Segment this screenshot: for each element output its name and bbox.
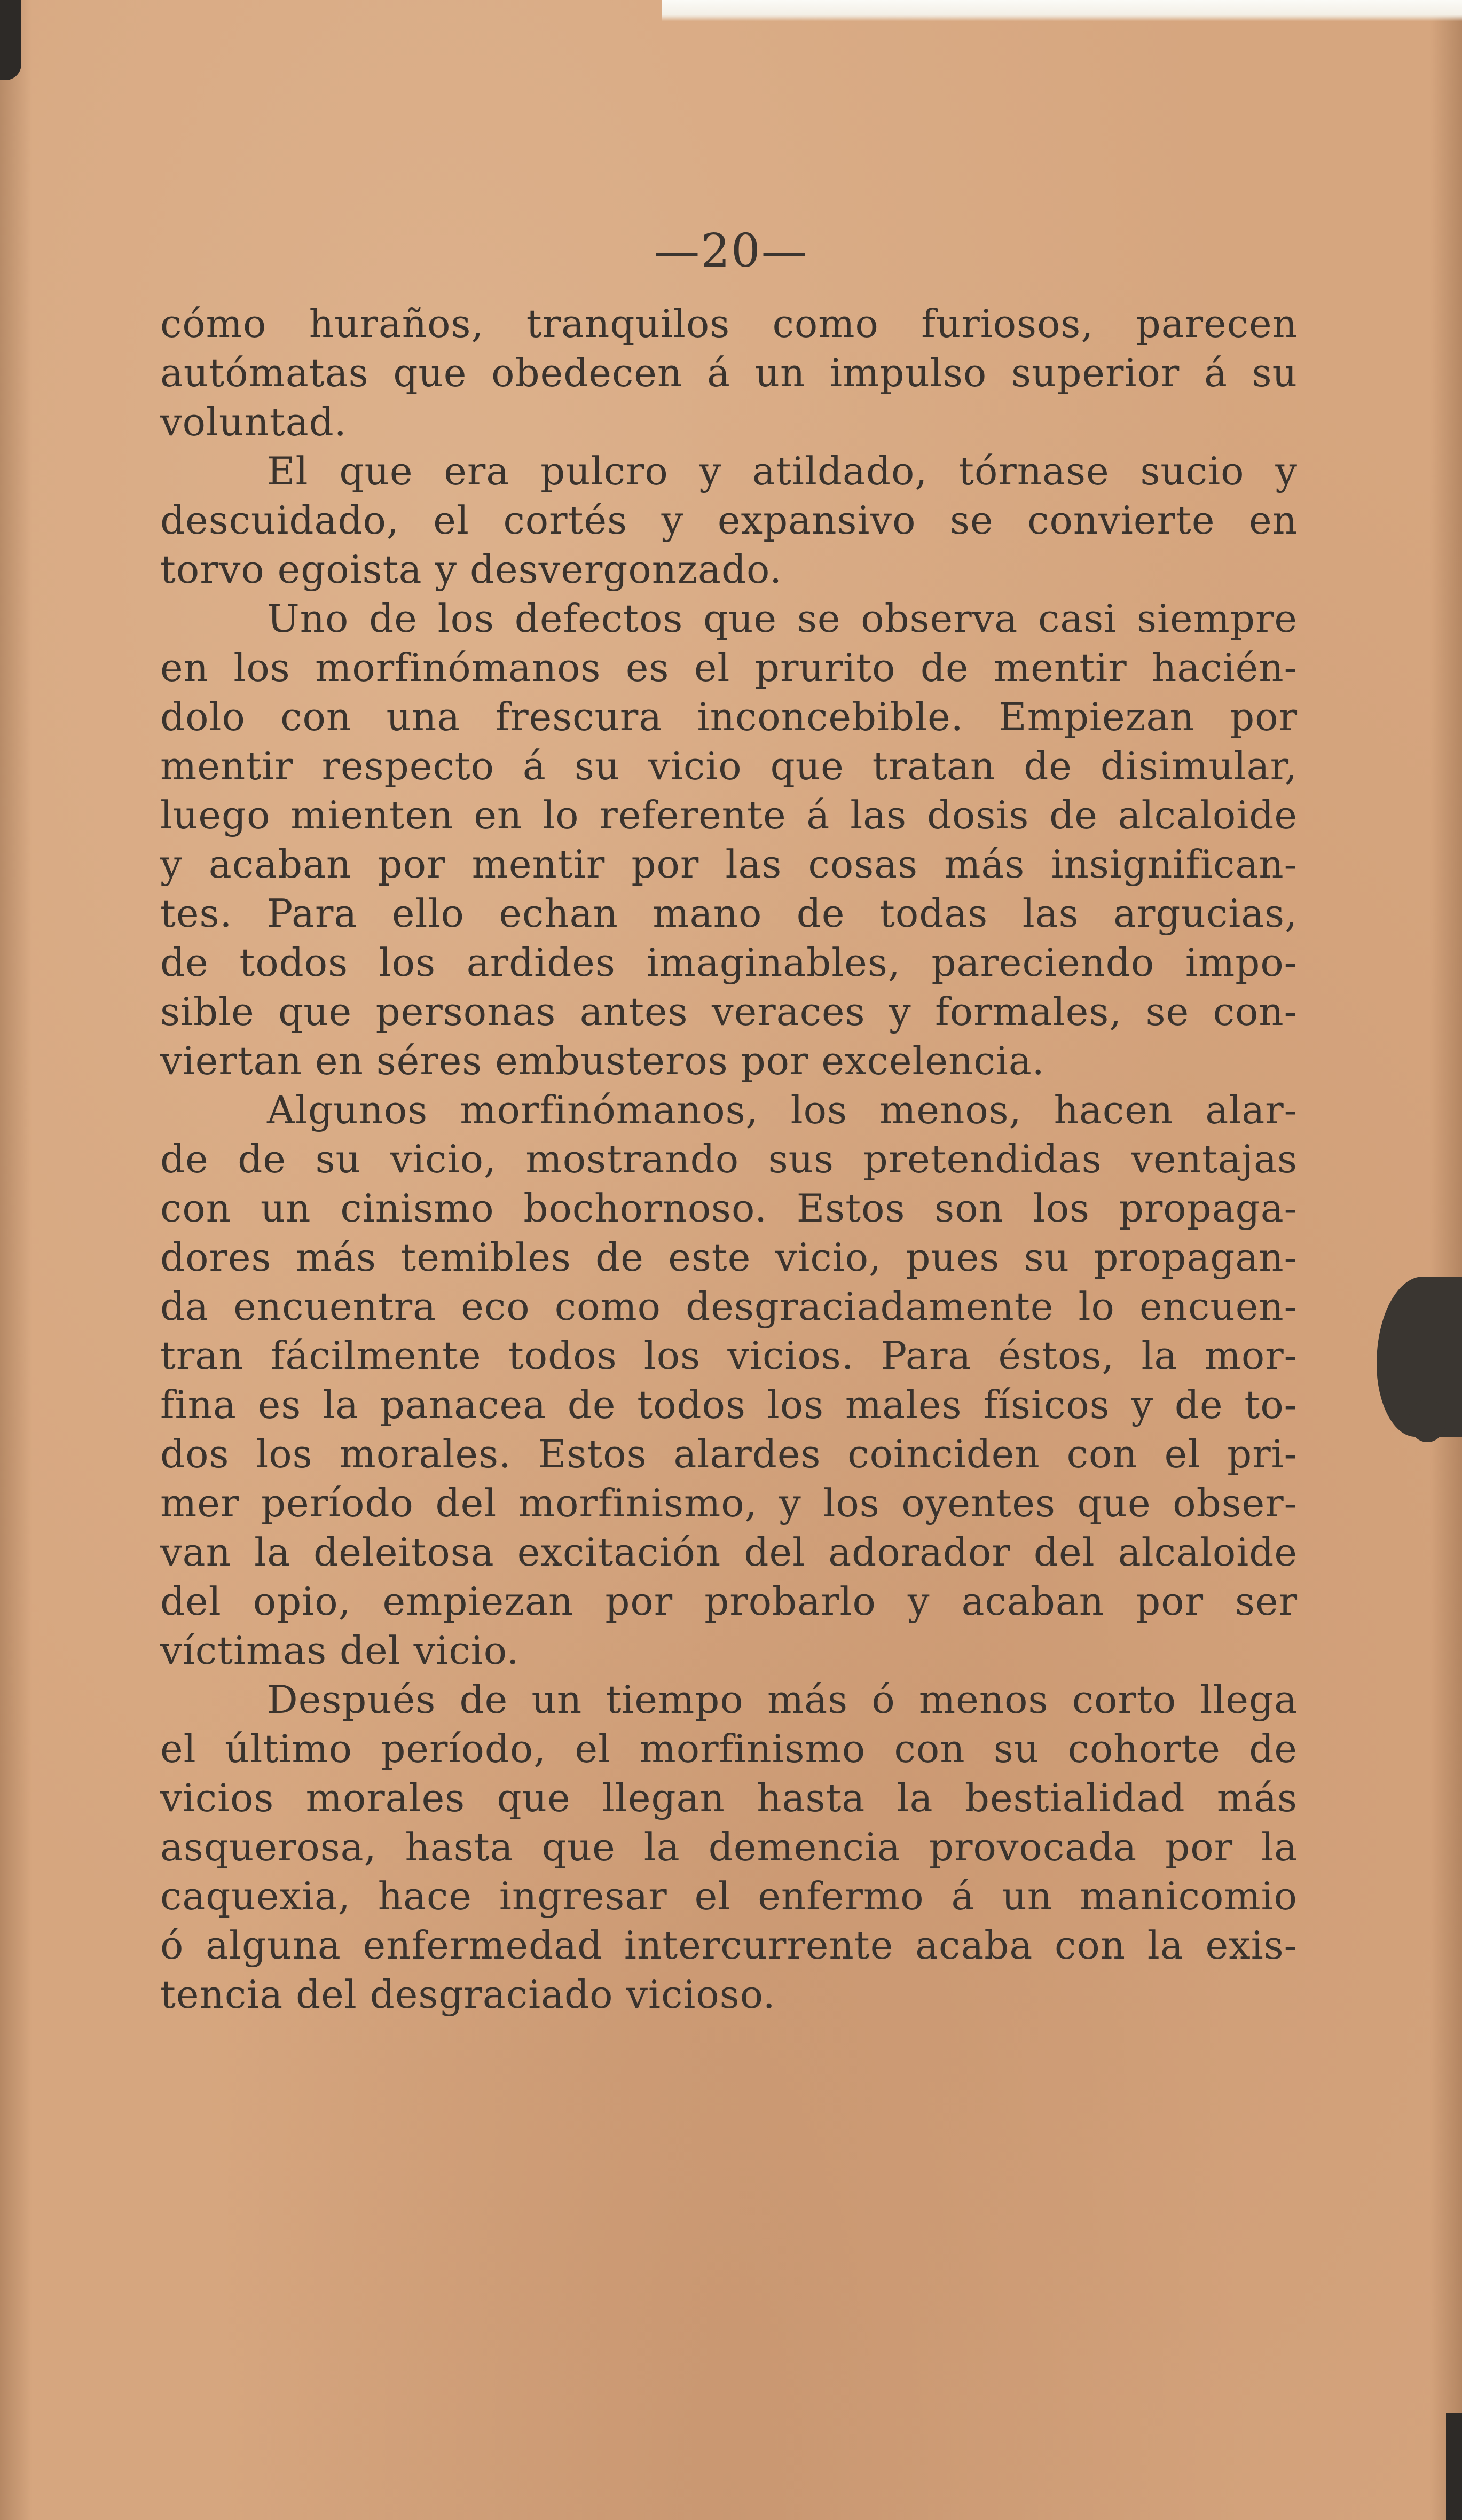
- text-line: van la deleitosa excitación del adorador del alcaloide: [160, 1530, 1298, 1575]
- torn-top-edge: [662, 0, 1462, 21]
- text-line: Uno de los defectos que se observa casi siempre: [267, 596, 1298, 641]
- text-line: Algunos morfinómanos, los menos, hacen alar-: [267, 1087, 1298, 1132]
- text-line: del opio, empiezan por probarlo y acaban por ser: [160, 1579, 1298, 1624]
- text-line: dolo con una frescura inconcebible. Empiezan por: [160, 694, 1298, 739]
- text-line: ó alguna enfermedad intercurrente acaba con la exis-: [160, 1923, 1298, 1968]
- text-line: caquexia, hace ingresar el enfermo á un manicomio: [160, 1874, 1298, 1919]
- paragraph: [160, 1085, 1298, 1675]
- paragraph: [160, 594, 1298, 1085]
- text-line: dos los morales. Estos alardes coinciden con el pri-: [160, 1431, 1298, 1476]
- page-stain-small: [1409, 1399, 1446, 1442]
- text-line: sible que personas antes veraces y formales, se con-: [160, 989, 1298, 1034]
- text-line: voluntad.: [160, 400, 347, 444]
- text-line: cómo huraños, tranquilos como furiosos, parecen: [160, 301, 1298, 346]
- text-line: luego mienten en lo referente á las dosis de alcaloide: [160, 793, 1298, 838]
- page-number: —20—: [654, 224, 808, 278]
- page-edge-shadow-left: [0, 0, 32, 2520]
- text-line: tran fácilmente todos los vicios. Para éstos, la mor-: [160, 1333, 1298, 1378]
- text-line: de todos los ardides imaginables, pareciendo impo-: [160, 940, 1298, 985]
- text-line: Después de un tiempo más ó menos corto llega: [267, 1677, 1298, 1722]
- text-line: y acaban por mentir por las cosas más insignifican-: [160, 842, 1298, 887]
- text-line: El que era pulcro y atildado, tórnase sucio y: [267, 449, 1298, 494]
- page-edge-shadow-right: [1430, 0, 1462, 2520]
- text-line: torvo egoista y desvergonzado.: [160, 547, 783, 592]
- paragraph: [160, 299, 1298, 447]
- text-line: viertan en séres embusteros por excelencia.: [160, 1038, 1045, 1083]
- text-line: mentir respecto á su vicio que tratan de disimular,: [160, 744, 1298, 788]
- text-line: descuidado, el cortés y expansivo se convierte en: [160, 498, 1298, 543]
- text-line: el último período, el morfinismo con su cohorte de: [160, 1726, 1298, 1771]
- scan-corner-mark-bottom: [1446, 2413, 1462, 2520]
- text-line: vicios morales que llegan hasta la bestialidad más: [160, 1775, 1298, 1820]
- text-line: mer período del morfinismo, y los oyentes que obser-: [160, 1481, 1298, 1525]
- text-line: da encuentra eco como desgraciadamente lo encuen-: [160, 1284, 1298, 1329]
- scan-corner-mark: [0, 0, 21, 80]
- paragraph: [160, 447, 1298, 594]
- text-line: fina es la panacea de todos los males físicos y de to-: [160, 1382, 1298, 1427]
- text-line: asquerosa, hasta que la demencia provocada por la: [160, 1825, 1298, 1869]
- text-line: de de su vicio, mostrando sus pretendidas ventajas: [160, 1137, 1298, 1181]
- text-line: en los morfinómanos es el prurito de mentir hacién-: [160, 645, 1298, 690]
- text-line: dores más temibles de este vicio, pues su propagan-: [160, 1235, 1298, 1280]
- paragraph: [160, 1675, 1298, 2019]
- text-line: con un cinismo bochornoso. Estos son los propaga-: [160, 1186, 1298, 1231]
- text-line: víctimas del vicio.: [160, 1628, 520, 1673]
- body-text: [160, 299, 1298, 2019]
- text-line: tencia del desgraciado vicioso.: [160, 1972, 776, 2017]
- text-line: tes. Para ello echan mano de todas las argucias,: [160, 891, 1298, 936]
- text-line: autómatas que obedecen á un impulso superior á su: [160, 350, 1298, 395]
